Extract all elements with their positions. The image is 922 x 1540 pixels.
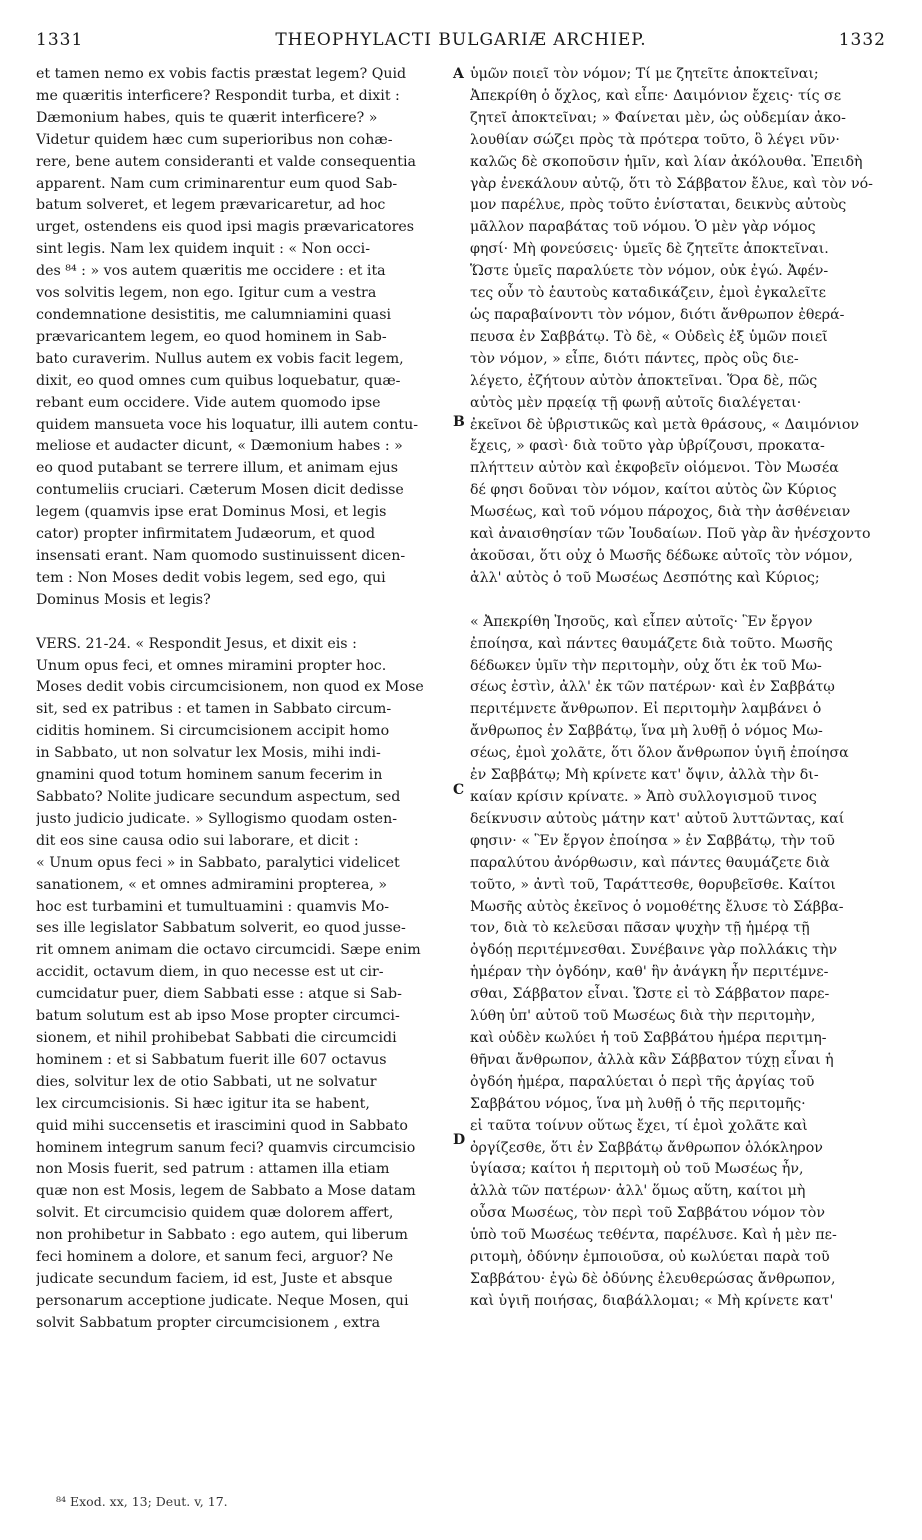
text-line: ὑμῶν ποιεῖ τὸν νόμον; Τί με ζητεῖτε ἀποκτεῖναι;: [470, 66, 819, 82]
text-line: batum solveret, et legem prævaricaretur, ad hoc: [36, 197, 386, 214]
text-line: Unum opus feci, et omnes miramini propter hoc.: [36, 657, 387, 674]
text-line: ἡμέραν τὴν ὀγδόην, καθ' ἣν ἀνάγκη ἦν περιτέμνε-: [470, 964, 829, 981]
text-line: judicate secundum faciem, id est, Juste et absque: [36, 1270, 393, 1287]
text-line: meliose et audacter dicunt, « Dæmonium habes : »: [36, 438, 403, 455]
text-line: αὐτὸς μὲν πρᾳείᾳ τῇ φωνῇ αὐτοῖς διαλέγεται·: [470, 394, 802, 411]
text-line: Μωσῆς αὐτὸς ἐκεῖνος ὁ νομοθέτης ἔλυσε τὸ Σάββα-: [470, 898, 844, 915]
text-line: καλῶς δὲ σκοποῦσιν ἡμῖν, καὶ λίαν ἀκόλουθα. Ἐπειδὴ: [470, 153, 863, 170]
text-line: Ὥστε ὑμεῖς παραλύετε τὸν νόμον, οὐκ ἐγώ. Ἀφέν-: [470, 263, 829, 280]
text-line: ἐποίησα, καὶ πάντες θαυμάζετε διὰ τοῦτο. Μωσῆς: [470, 635, 833, 652]
text-line: quidem mansueta voce his loquatur, illi autem contu-: [36, 416, 419, 433]
text-line: Dominus Mosis et legis?: [36, 591, 211, 608]
text-line: ὀργίζεσθε, ὅτι ἐν Σαββάτῳ ἄνθρωπον ὁλόκληρον: [470, 1139, 823, 1156]
page-number-right: 1332: [838, 30, 886, 50]
latin-column: [36, 64, 446, 1335]
text-line: τοῦτο, » ἀντὶ τοῦ, Ταράττεσθε, θορυβεῖσθε. Καίτοι: [470, 876, 836, 893]
page-number-left: 1331: [36, 30, 84, 50]
text-line: accidit, octavum diem, in quo necesse est ut cir-: [36, 964, 384, 981]
text-line: Μωσέως, καὶ τοῦ νόμου πάροχος, διὰ τὴν ἀσθένειαν: [470, 504, 851, 521]
text-line: περιτέμνετε ἄνθρωπον. Εἰ περιτομὴν λαμβάνει ὁ: [470, 701, 822, 718]
text-line: δείκνυσιν αὐτοὺς μάτην κατ' αὐτοῦ λυττῶντας, καί: [470, 810, 845, 827]
text-line: apparent. Nam cum criminarentur eum quod Sab-: [36, 175, 398, 192]
text-line: et tamen nemo ex vobis factis præstat legem? Quid: [36, 66, 407, 82]
text-line: πλήττειν αὐτὸν καὶ ἐκφοβεῖν οἰόμενοι. Τὸν Μωσέα: [470, 460, 839, 477]
text-line: eo quod putabant se terrere illum, et animam ejus: [36, 460, 399, 477]
section-marker-b: B: [453, 414, 465, 430]
text-line: batum solutum est ab ipso Mose propter circumci-: [36, 1008, 400, 1025]
text-line: ses ille legislator Sabbatum solverit, eo quod jusse-: [36, 920, 406, 937]
text-line: δέ φησι δοῦναι τὸν νόμον, καίτοι αὐτὸς ὢν Κύριος: [470, 482, 837, 499]
text-line: justo judicio judicate. » Syllogismo quodam osten-: [36, 810, 397, 827]
text-line: sionem, et nihil prohibebat Sabbati die circumcidi: [36, 1029, 397, 1046]
footnote: ⁸⁴ Exod. xx, 13; Deut. v, 17.: [56, 1494, 228, 1509]
text-line: σέως, ἐμοὶ χολᾶτε, ὅτι ὅλον ἄνθρωπον ὑγιῆ ἐποίησα: [470, 745, 849, 762]
section-marker-a: A: [453, 66, 464, 82]
text-line: ριτομὴ, ὀδύνην ἐμποιοῦσα, οὐ κωλύεται παρὰ τοῦ: [470, 1249, 830, 1266]
section-marker-d: D: [453, 1132, 466, 1148]
text-line: λέγετο, ἐζήτουν αὐτὸν ἀποκτεῖναι. Ὅρα δὲ, πῶς: [470, 372, 818, 389]
text-line: hominem integrum sanum feci? quamvis circumcisio: [36, 1139, 416, 1156]
text-line: tem : Non Moses dedit vobis legem, sed ego, qui: [36, 569, 386, 586]
text-line: legem (quamvis ipse erat Dominus Mosi, et legis: [36, 504, 387, 521]
text-line: Moses dedit vobis circumcisionem, non quod ex Mose: [36, 679, 424, 696]
text-line: δέδωκεν ὑμῖν τὴν περιτομὴν, οὐχ ὅτι ἐκ τοῦ Μω-: [470, 657, 822, 674]
text-line: prævaricantem legem, eo quod hominem in Sab-: [36, 328, 387, 345]
text-line: ciditis hominem. Si circumcisionem accipit homo: [36, 723, 390, 740]
text-line: vos solvitis legem, non ego. Igitur cum a vestra: [36, 285, 377, 302]
text-line: ὀγδόῃ περιτέμνεσθαι. Συνέβαινε γὰρ πολλάκις τὴν: [470, 942, 838, 959]
text-line: ἔχεις, » φασὶ· διὰ τοῦτο γὰρ ὑβρίζουσι, προκατα-: [470, 438, 825, 455]
text-line: λουθίαν σώζει πρὸς τὰ πρότερα τοῦτο, ὃ λέγει νῦν·: [470, 131, 840, 148]
text-line: quid mihi succensetis et irascimini quod in Sabbato: [36, 1117, 408, 1134]
text-line: non prohibetur in Sabbato : ego autem, qui liberum: [36, 1227, 408, 1244]
text-line: Σαββάτου νόμος, ἵνα μὴ λυθῇ ὁ τῆς περιτομῆς·: [470, 1095, 806, 1112]
text-line: Ἀπεκρίθη ὁ ὄχλος, καὶ εἶπε· Δαιμόνιον ἔχεις· τίς σε: [470, 87, 842, 104]
text-line: des ⁸⁴ : » vos autem quæritis me occidere : et ita: [36, 263, 386, 280]
text-line: sanationem, « et omnes admiramini propterea, »: [36, 876, 388, 893]
text-line: φησιν· « Ἓν ἔργον ἐποίησα » ἐν Σαββάτῳ, τὴν τοῦ: [470, 832, 835, 849]
text-line: ἄνθρωπος ἐν Σαββάτῳ, ἵνα μὴ λυθῇ ὁ νόμος Μω-: [470, 723, 823, 740]
text-line: Videtur quidem hæc cum superioribus non cohæ-: [36, 131, 393, 148]
text-line: ἀλλὰ τῶν πατέρων· ἀλλ' ὅμως αὕτη, καίτοι μὴ: [470, 1183, 806, 1200]
text-line: feci hominem a dolore, et sanum feci, arguor? Ne: [36, 1249, 394, 1266]
text-line: τον, διὰ τὸ κελεῦσαι πᾶσαν ψυχὴν τῇ ἡμέρᾳ τῇ: [470, 920, 810, 937]
text-line: ἀκοῦσαι, ὅτι οὐχ ὁ Μωσῆς δέδωκε αὐτοῖς τὸν νόμον,: [470, 547, 853, 564]
text-line: insensati erant. Nam quomodo sustinuissent dicen-: [36, 547, 406, 564]
section-marker-c: C: [453, 782, 465, 798]
text-line: τὸν νόμον, » εἶπε, διότι πάντες, πρὸς οὓς διε-: [470, 350, 799, 367]
text-line: cumcidatur puer, diem Sabbati esse : atque si Sab-: [36, 986, 402, 1003]
text-line: hominem : et si Sabbatum fuerit ille 607 octavus: [36, 1051, 387, 1068]
text-line: οὖσα Μωσέως, τὸν περὶ τοῦ Σαββάτου νόμον τὸν: [470, 1205, 825, 1222]
text-line: ὀγδόη ἡμέρα, παραλύεται ὁ περὶ τῆς ἀργίας τοῦ: [470, 1073, 815, 1090]
text-line: ἀλλ' αὐτὸς ὁ τοῦ Μωσέως Δεσπότης καὶ Κύριος;: [470, 569, 820, 586]
paragraph-gap: [470, 590, 886, 612]
text-line: sint legis. Nam lex quidem inquit : « Non occi-: [36, 241, 370, 258]
greek-column: [470, 64, 886, 1313]
text-line: ἐν Σαββάτῳ; Μὴ κρίνετε κατ' ὄψιν, ἀλλὰ τὴν δι-: [470, 767, 819, 784]
text-line: quæ non est Mosis, legem de Sabbato a Mose datam: [36, 1183, 416, 1200]
text-line: sit, sed ex patribus : et tamen in Sabbato circum-: [36, 701, 392, 718]
text-line: καὶ ἀναισθησίαν τῶν Ἰουδαίων. Ποῦ γὰρ ἂν ἠνέσχοντο: [470, 526, 871, 543]
page-header: [36, 30, 886, 54]
text-line: καὶ οὐδὲν κωλύει ἡ τοῦ Σαββάτου ἡμέρα περιτμη-: [470, 1029, 827, 1046]
text-line: urget, ostendens eis quod ipsi magis prævaricatores: [36, 219, 415, 236]
text-line: non Mosis fuerit, sed patrum : attamen illa etiam: [36, 1161, 390, 1178]
text-line: solvit Sabbatum propter circumcisionem , extra: [36, 1314, 381, 1331]
text-line: μον παρέλυε, πρὸς τοῦτο ἐνίσταται, δεικνὺς αὐτοὺς: [470, 197, 847, 214]
text-line: me quæritis interficere? Respondit turba, et dixit :: [36, 87, 400, 104]
text-line: ὡς παραβαίνοντι τὸν νόμον, διότι ἄνθρωπον ἐθερά-: [470, 306, 845, 323]
text-line: σέως ἐστὶν, ἀλλ' ἐκ τῶν πατέρων· καὶ ἐν Σαββάτῳ: [470, 679, 835, 696]
text-line: solvit. Et circumcisio quidem quæ dolorem affert,: [36, 1205, 394, 1222]
text-line: γὰρ ἐνεκάλουν αὐτῷ, ὅτι τὸ Σάββατον ἔλυε, καὶ τὸν νό-: [470, 175, 873, 192]
text-line: ζητεῖ ἀποκτεῖναι; » Φαίνεται μὲν, ὡς οὐδεμίαν ἀκο-: [470, 109, 846, 126]
text-line: « Unum opus feci » in Sabbato, paralytici videlicet: [36, 854, 400, 871]
text-line: τες οὖν τὸ ἑαυτοὺς καταδικάζειν, ἐμοὶ ἐγκαλεῖτε: [470, 285, 826, 302]
running-title: THEOPHYLACTI BULGARIÆ ARCHIEP.: [275, 30, 647, 50]
text-line: bato curaverim. Nullus autem ex vobis facit legem,: [36, 350, 404, 367]
text-line: « Ἀπεκρίθη Ἰησοῦς, καὶ εἶπεν αὐτοῖς· Ἓν ἔργον: [470, 613, 813, 630]
text-line: lex circumcisionis. Si hæc igitur ita se habent,: [36, 1095, 370, 1112]
text-line: ἐκεῖνοι δὲ ὑβριστικῶς καὶ μετὰ θράσους, « Δαιμόνιον: [470, 416, 860, 433]
text-line: rebant eum occidere. Vide autem quomodo ipse: [36, 394, 381, 411]
text-line: condemnatione desistitis, me calumniamini quasi: [36, 306, 392, 323]
text-line: personarum acceptione judicate. Neque Mosen, qui: [36, 1292, 409, 1309]
text-line: cator) propter infirmitatem Judæorum, et quod: [36, 526, 376, 543]
text-line: gnamini quod totum hominem sanum fecerim in: [36, 767, 383, 784]
text-line: ὑπὸ τοῦ Μωσέως τεθέντα, παρέλυσε. Καὶ ἡ μὲν πε-: [470, 1227, 837, 1244]
text-line: VERS. 21-24. « Respondit Jesus, et dixit eis :: [36, 635, 357, 652]
text-line: μᾶλλον παραβάτας τοῦ νόμου. Ὁ μὲν γὰρ νόμος: [470, 219, 816, 236]
text-line: contumeliis cruciari. Cæterum Mosen dicit dedisse: [36, 482, 404, 499]
text-line: dit eos sine causa odio sui laborare, et dicit :: [36, 832, 359, 849]
text-line: dixit, eo quod omnes cum quibus loquebatur, quæ-: [36, 372, 401, 389]
text-line: rere, bene autem consideranti et valde consequentia: [36, 153, 416, 170]
text-line: Σαββάτου· ἐγὼ δὲ ὀδύνης ἐλευθερώσας ἄνθρωπον,: [470, 1270, 836, 1287]
text-line: rit omnem animam die octavo circumcidi. Sæpe enim: [36, 942, 421, 959]
text-line: φησί· Μὴ φονεύσεις· ὑμεῖς δὲ ζητεῖτε ἀποκτεῖναι.: [470, 241, 829, 258]
text-line: Sabbato? Nolite judicare secundum aspectum, sed: [36, 789, 401, 805]
text-line: θῆναι ἄνθρωπον, ἀλλὰ κἂν Σάββατον τύχῃ εἶναι ἡ: [470, 1051, 834, 1068]
text-line: καίαν κρίσιν κρίνατε. » Ἀπὸ συλλογισμοῦ τινος: [470, 789, 817, 805]
text-line: dies, solvitur lex de otio Sabbati, ut ne solvatur: [36, 1073, 377, 1090]
text-line: in Sabbato, ut non solvatur lex Mosis, mihi indi-: [36, 745, 381, 762]
text-line: σθαι, Σάββατον εἶναι. Ὥστε εἰ τὸ Σάββατον παρε-: [470, 986, 830, 1003]
text-line: Dæmonium habes, quis te quærit interficere? »: [36, 109, 378, 126]
text-line: πευσα ἐν Σαββάτῳ. Τὸ δὲ, « Οὐδεὶς ἐξ ὑμῶν ποιεῖ: [470, 328, 828, 345]
text-line: καὶ ὑγιῆ ποιήσας, διαβάλλομαι; « Μὴ κρίνετε κατ': [470, 1292, 834, 1309]
text-line: hoc est turbamini et tumultuamini : quamvis Mo-: [36, 898, 390, 915]
text-line: εἰ ταῦτα τοίνυν οὕτως ἔχει, τί ἐμοὶ χολᾶτε καὶ: [470, 1117, 808, 1134]
text-line: λύθη ὑπ' αὐτοῦ τοῦ Μωσέως διὰ τὴν περιτομὴν,: [470, 1008, 816, 1025]
text-line: παραλύτου ἀνόρθωσιν, καὶ πάντες θαυμάζετε διὰ: [470, 854, 830, 871]
paragraph-gap: [36, 612, 446, 634]
text-line: ὑγίασα; καίτοι ἡ περιτομὴ οὐ τοῦ Μωσέως ἦν,: [470, 1161, 804, 1178]
